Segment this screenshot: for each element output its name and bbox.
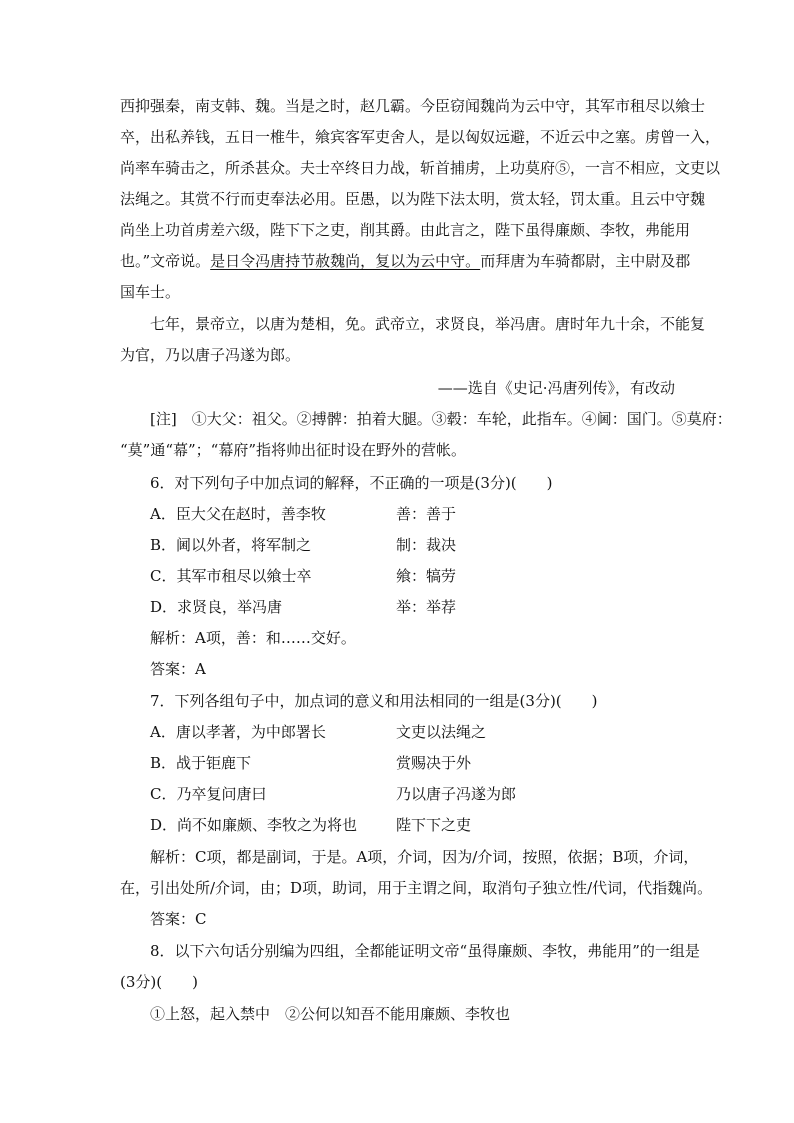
q6-answer: 答案：A xyxy=(150,660,206,678)
underlined-sentence: 是日令冯唐持节赦魏尚，复以为云中守。 xyxy=(210,252,481,270)
q6-option-a-right: 善：善于 xyxy=(396,505,457,523)
q7-option-b-left: B．战于钜鹿下 xyxy=(150,754,252,772)
passage-line-3: 尚率车骑击之，所杀甚众。夫士卒终日力战，斩首捕虏，上功莫府⑤，一言不相应，文吏以 xyxy=(120,159,721,177)
question-8-stem-line-2: (3分)( ) xyxy=(120,973,198,991)
passage-line-4: 法绳之。其赏不行而吏奉法必用。臣愚，以为陛下法太明，赏太轻，罚太重。且云中守魏 xyxy=(120,190,706,208)
q7-option-a-right: 文吏以法绳之 xyxy=(396,723,487,741)
q6-analysis: 解析：A项，善：和……交好。 xyxy=(150,629,356,647)
q6-option-b-left: B．阃以外者，将军制之 xyxy=(150,536,312,554)
q7-option-a-left: A．唐以孝著，为中郎署长 xyxy=(150,723,326,741)
paragraph-2-line-1: 七年，景帝立，以唐为楚相，免。武帝立，求贤良，举冯唐。唐时年九十余，不能复 xyxy=(150,315,706,333)
q6-option-c-right: 飨：犒劳 xyxy=(396,567,457,585)
question-8-stem-line-1: 8．以下六句话分别编为四组，全都能证明文帝“虽得廉颇、李牧，弗能用”的一组是 xyxy=(150,942,700,960)
q6-option-d-right: 举：举荐 xyxy=(396,598,457,616)
notes-line-1: [注] ①大父：祖父。②搏髀：拍着大腿。③毂：车轮，此指车。④阃：国门。⑤莫府： xyxy=(150,410,732,428)
q6-option-d-left: D．求贤良，举冯唐 xyxy=(150,598,283,616)
q7-analysis-line-1: 解析：C项，都是副词，于是。A项，介词，因为/介词，按照，依据；B项，介词， xyxy=(150,848,699,866)
q7-option-c-left: C．乃卒复问唐曰 xyxy=(150,785,267,803)
q7-analysis-line-2: 在，引出处所/介词，由；D项，助词，用于主谓之间，取消句子独立性/代词，代指魏尚。 xyxy=(120,879,713,897)
passage-line-7: 国车士。 xyxy=(120,283,181,301)
q7-option-d-left: D．尚不如廉颇、李牧之为将也 xyxy=(150,816,358,834)
passage-line-6-end: 而拜唐为车骑都尉，主中尉及郡 xyxy=(480,252,691,270)
q7-option-b-right: 赏赐决于外 xyxy=(396,754,472,772)
q7-option-c-right: 乃以唐子冯遂为郎 xyxy=(396,785,517,803)
notes-line-2: “莫”通“幕”；“幕府”指将帅出征时设在野外的营帐。 xyxy=(120,441,467,459)
q7-option-d-right: 陛下下之吏 xyxy=(396,816,472,834)
q6-option-c-left: C．其军市租尽以飨士卒 xyxy=(150,567,312,585)
source-citation: ——选自《史记·冯唐列传》，有改动 xyxy=(437,379,675,397)
passage-line-2: 卒，出私养钱，五日一椎牛，飨宾客军吏舍人，是以匈奴远避，不近云中之塞。虏曾一入， xyxy=(120,128,721,146)
question-7-stem: 7．下列各组句子中，加点词的意义和用法相同的一组是(3分)( ) xyxy=(150,692,598,710)
paragraph-2-line-2: 为官，乃以唐子冯遂为郎。 xyxy=(120,346,301,364)
passage-line-6 xyxy=(120,250,691,272)
passage-line-6-start: 也。”文帝说。 xyxy=(120,252,211,270)
q6-option-b-right: 制：裁决 xyxy=(396,536,457,554)
q6-option-a-left: A．臣大父在赵时，善李牧 xyxy=(150,505,326,523)
q7-answer: 答案：C xyxy=(150,910,207,928)
q8-items-line: ①上怒，起入禁中 ②公何以知吾不能用廉颇、李牧也 xyxy=(150,1005,511,1023)
question-6-stem: 6．对下列句子中加点词的解释，不正确的一项是(3分)( ) xyxy=(150,474,553,492)
passage-line-5: 尚坐上功首虏差六级，陛下下之吏，削其爵。由此言之，陛下虽得廉颇、李牧，弗能用 xyxy=(120,221,691,239)
passage-line-1: 西抑强秦，南支韩、魏。当是之时，赵几霸。今臣窃闻魏尚为云中守，其军市租尽以飨士 xyxy=(120,97,706,115)
